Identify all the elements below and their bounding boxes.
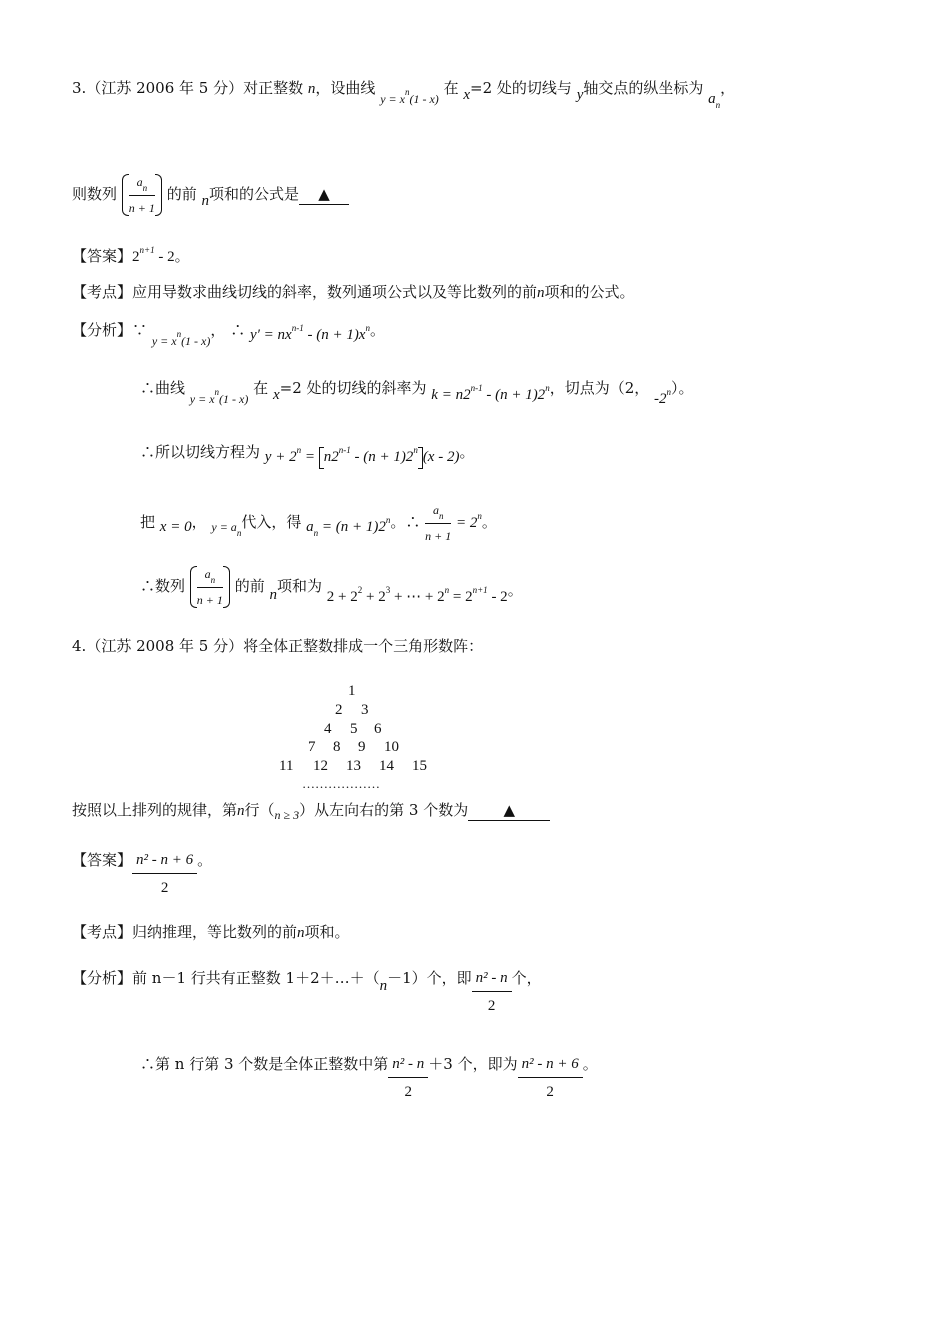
formula-exp: n-1 — [291, 323, 304, 333]
punctuation: 。 — [507, 581, 523, 599]
formula-part: = 2 — [456, 515, 478, 531]
triangle-cell: 14 — [379, 758, 394, 774]
formula-exp: n — [545, 383, 550, 393]
q3-analysis-line-4 — [140, 500, 497, 546]
analysis-text: 的前 — [234, 577, 265, 595]
formula-part: a — [306, 519, 314, 535]
therefore-symbol: ∴ — [230, 321, 246, 339]
triangle-cell: 5 — [350, 721, 358, 737]
answer-label: 【答案】 — [72, 247, 133, 265]
derivative-formula — [249, 323, 370, 343]
formula-part: y = a — [211, 520, 237, 534]
formula-part: - (n + 1)2 — [350, 449, 414, 465]
analysis-text: 项和为 — [276, 577, 322, 595]
blank-marker: ▲ — [503, 801, 515, 819]
formula-part: y = x — [380, 92, 405, 106]
answer-fraction — [132, 850, 197, 898]
formula-sub: n — [236, 528, 242, 538]
formula-sub: n — [715, 100, 721, 110]
a-n-symbol — [708, 91, 721, 110]
formula-part: x = 0 — [159, 519, 192, 535]
fraction-denominator: 2 — [546, 1084, 554, 1100]
formula-part: k = n2 — [431, 387, 471, 403]
triangle-cell: 3 — [361, 702, 369, 718]
formula-part: - (n + 1)2 — [482, 387, 546, 403]
formula — [189, 387, 249, 406]
triangle-cell: 10 — [384, 739, 399, 755]
formula-exp: n — [477, 511, 482, 521]
question-text: 将全体正整数排成一个三角形数阵： — [243, 637, 484, 655]
formula-exp: 2 — [357, 585, 363, 595]
formula-exp: n+1 — [139, 245, 155, 255]
triangle-cell: 4 — [324, 721, 332, 737]
curve-formula — [380, 87, 439, 106]
math-var: y — [576, 87, 584, 103]
triangle-cell: 13 — [346, 758, 361, 774]
q3-analysis-line-1 — [72, 320, 385, 348]
result-fraction — [518, 1054, 583, 1102]
formula-part: - 2。 — [154, 249, 190, 265]
formula-part: (1 - x) — [181, 334, 211, 348]
question-source: （江苏 2006 年 5 分） — [86, 79, 244, 97]
left-brace — [122, 174, 129, 216]
count-fraction — [472, 968, 512, 1016]
question-text: 对正整数 — [243, 79, 304, 97]
punctuation: 。 — [481, 513, 497, 531]
formula-part: - (n + 1)x — [303, 327, 366, 343]
formula-part: y = x — [151, 334, 177, 348]
analysis-text: ∴第 n 行第 3 个数是全体正整数中第 — [140, 1055, 389, 1073]
fraction-numerator: n² - n + 6 — [518, 1054, 583, 1078]
q3-analysis-line-3 — [140, 442, 474, 465]
question-3-line-2 — [72, 172, 349, 218]
formula-part: y = x — [189, 392, 215, 406]
formula-part: 2 + 2 — [326, 589, 358, 605]
question-number: 3. — [72, 79, 87, 97]
analysis-text: 代入，得 — [241, 513, 302, 531]
formula-exp: n+1 — [472, 585, 488, 595]
formula-exp: n-1 — [470, 383, 483, 393]
analysis-text: 在 — [253, 379, 269, 397]
analysis-text: 把 — [140, 513, 156, 531]
position-fraction — [388, 1054, 428, 1102]
analysis-text: ∴数列 — [140, 577, 186, 595]
q4-analysis-line-1 — [72, 968, 542, 1016]
analysis-text: ∴所以切线方程为 — [140, 443, 261, 461]
tangent-equation — [264, 445, 460, 465]
q3-analysis-line-2 — [140, 378, 694, 407]
punctuation: 。 — [582, 1055, 598, 1073]
triangle-cell: 15 — [412, 758, 427, 774]
q4-answer-row — [72, 850, 212, 898]
sum-formula — [326, 585, 508, 605]
left-brace — [190, 566, 197, 608]
fraction-numerator: n² - n — [472, 968, 512, 992]
fraction-numerator: n² - n + 6 — [132, 850, 197, 874]
fraction-rhs — [456, 511, 482, 531]
formula-part: + ⋯ + 2 — [390, 589, 445, 605]
blank-marker: ▲ — [318, 185, 330, 203]
formula-sub: n — [142, 183, 148, 193]
point-formula — [654, 387, 672, 407]
because-symbol: ∵ — [132, 321, 148, 339]
point-text: 归纳推理，等比数列的前 — [132, 923, 298, 941]
question-text: 按照以上排列的规律，第 — [72, 801, 238, 819]
triangle-cell: 7 — [308, 739, 316, 755]
formula-sub: n — [438, 511, 444, 521]
fraction-denominator: n + 1 — [196, 593, 223, 607]
point-text: 项和的公式。 — [544, 283, 635, 301]
point-label: 【考点】 — [72, 923, 133, 941]
formula-exp: n-1 — [338, 445, 351, 455]
q4-analysis-line-2 — [140, 1054, 598, 1102]
analysis-text: ∴曲线 — [140, 379, 186, 397]
y-an — [211, 520, 242, 538]
punctuation: 。 — [197, 851, 213, 869]
fraction-numerator: n² - n — [388, 1054, 428, 1078]
question-text: ，设曲线 — [315, 79, 376, 97]
question-source: （江苏 2008 年 5 分） — [86, 637, 244, 655]
punctuation: ， — [210, 321, 226, 339]
formula-exp: n — [365, 323, 370, 333]
answer-blank — [468, 800, 550, 821]
formula-part: -2 — [654, 391, 667, 407]
math-var: n — [307, 81, 316, 97]
formula-part: a — [204, 567, 211, 581]
question-4-line-1 — [72, 636, 483, 656]
q3-answer-row — [72, 246, 190, 268]
analysis-text: －1）个，即 — [387, 969, 472, 987]
triangle-cell: 6 — [374, 721, 382, 737]
math-var: n — [537, 285, 545, 301]
formula-exp: n — [404, 87, 410, 97]
point-text: 应用导数求曲线切线的斜率，数列通项公式以及等比数列的前 — [132, 283, 538, 301]
q3-analysis-line-5 — [140, 564, 523, 610]
answer-blank — [299, 184, 349, 205]
condition-formula: n ≥ 3 — [274, 808, 300, 822]
triangle-cell: 11 — [279, 758, 294, 774]
question-text: 则数列 — [72, 185, 118, 203]
formula-part: a — [708, 91, 716, 107]
question-4-line-2 — [72, 800, 550, 821]
fraction-denominator: n + 1 — [128, 201, 155, 215]
fraction-denominator: 2 — [487, 998, 496, 1014]
right-brace — [155, 174, 162, 216]
question-number: 4. — [72, 637, 87, 655]
math-var: n — [269, 587, 277, 603]
math-var: x — [272, 387, 280, 403]
formula-exp: n — [214, 387, 220, 397]
right-brace — [223, 566, 230, 608]
question-text: 在 — [443, 79, 459, 97]
math-var: n — [379, 978, 388, 994]
formula-part: (x - 2) — [422, 449, 460, 465]
q4-point-row — [72, 922, 350, 943]
formula-part: = 2 — [449, 589, 473, 605]
analysis-text: 。∴ — [390, 513, 421, 531]
answer-label: 【答案】 — [72, 851, 133, 869]
math-var: n — [201, 193, 209, 209]
analysis-text: 个， — [511, 969, 542, 987]
formula-part: = — [301, 449, 319, 465]
math-var: n — [297, 925, 305, 941]
question-text: ）从左向右的第 3 个数为 — [299, 801, 469, 819]
formula-exp: n — [296, 445, 302, 455]
math-var: x — [463, 87, 471, 103]
formula-part: y′ = nx — [249, 327, 292, 343]
analysis-text: 前 n－1 行共有正整数 1＋2＋…＋（ — [132, 969, 380, 987]
an-fraction — [425, 500, 451, 546]
math-var: n — [237, 803, 245, 819]
formula-sub: n — [313, 528, 319, 538]
punctuation: ， — [191, 513, 207, 531]
question-text: =2 处的切线与 — [470, 79, 572, 97]
formula-sub: n — [210, 575, 216, 585]
analysis-text: ＋3 个，即为 — [428, 1055, 518, 1073]
question-text: 轴交点的纵坐标为 — [583, 79, 704, 97]
formula-part: 2 — [132, 249, 140, 265]
point-label: 【考点】 — [72, 283, 133, 301]
slope-formula — [431, 383, 550, 403]
an-formula — [306, 515, 391, 538]
analysis-label: 【分析】 — [72, 321, 133, 339]
triangle-continuation-dots: ……………… — [302, 776, 380, 791]
formula-exp: n — [444, 585, 450, 595]
point-text: 项和。 — [304, 923, 350, 941]
formula-part: (1 - x) — [219, 392, 249, 406]
triangle-cell: 1 — [348, 683, 356, 699]
fraction-numerator — [425, 500, 451, 524]
formula-exp: n — [666, 387, 672, 397]
formula-part: a — [432, 503, 439, 517]
formula-exp: n — [385, 515, 391, 525]
triangle-cell: 8 — [333, 739, 341, 755]
fraction-numerator — [129, 172, 155, 196]
triangle-cell: 2 — [335, 702, 343, 718]
question-text: 项和的公式是 — [208, 185, 299, 203]
punctuation: 。 — [369, 321, 385, 339]
formula-part: = (n + 1)2 — [318, 519, 386, 535]
formula — [151, 329, 211, 348]
analysis-text: ，切点为（2， — [549, 379, 650, 397]
analysis-text: =2 处的切线的斜率为 — [279, 379, 427, 397]
triangle-cell: 12 — [313, 758, 328, 774]
fraction-denominator: 2 — [160, 880, 169, 896]
question-text: 的前 — [166, 185, 197, 203]
fraction-denominator: 2 — [404, 1084, 413, 1100]
formula-exp: 3 — [385, 585, 391, 595]
formula-part: + 2 — [362, 589, 386, 605]
formula-part: - 2 — [487, 589, 508, 605]
punctuation: ， — [720, 79, 736, 97]
question-3-line-1 — [72, 78, 736, 110]
question-text: 行（ — [244, 801, 275, 819]
q3-point-row — [72, 282, 635, 303]
fraction-denominator: n + 1 — [425, 529, 452, 543]
formula-part: n2 — [323, 449, 339, 465]
formula-part: (1 - x) — [409, 92, 439, 106]
sequence-fraction — [197, 564, 223, 610]
formula-exp: n — [413, 445, 418, 455]
triangle-cell: 9 — [358, 739, 366, 755]
analysis-text: ）。 — [671, 379, 694, 397]
formula-part: y + 2 — [264, 449, 297, 465]
punctuation: 。 — [459, 443, 475, 461]
fraction-numerator — [197, 564, 223, 588]
sequence-fraction — [129, 172, 155, 218]
analysis-label: 【分析】 — [72, 969, 133, 987]
formula-part: a — [136, 175, 143, 189]
formula-exp: n — [176, 329, 182, 339]
